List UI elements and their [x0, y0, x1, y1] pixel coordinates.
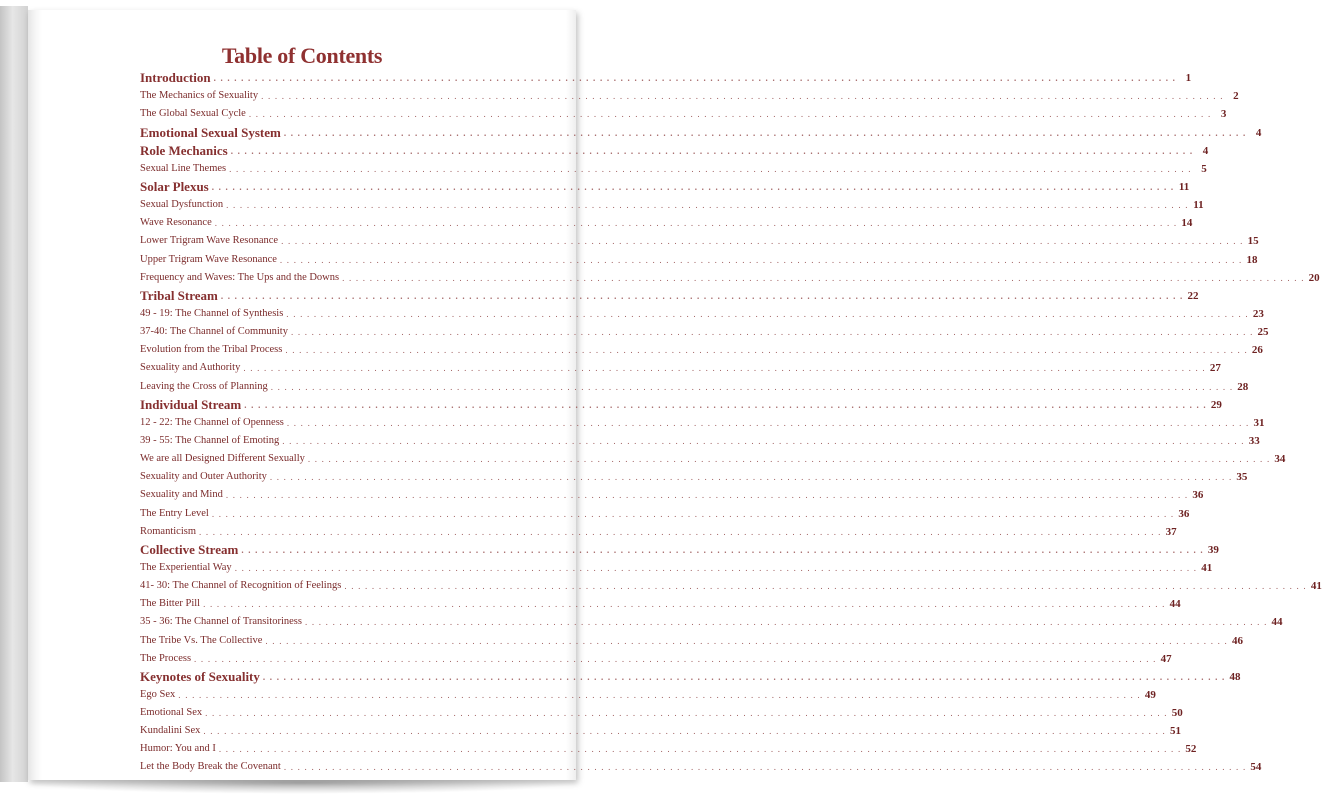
- toc-entry: [140, 303, 1264, 321]
- toc-entry-label: Leaving the Cross of Planning: [140, 380, 268, 392]
- toc-entry-page-number: 34: [1274, 453, 1286, 466]
- toc-entry-page-number: 22: [1187, 289, 1199, 302]
- toc-entry-page-number: 44: [1169, 598, 1181, 611]
- dot-leader: . . . . . . . . . . . . . . . . . . . . . . . . . . . . . . . . . . . . . . . . . . . . . . . . . . . . . . . . . . . . . . . . . . . . . . . . . . . . . . . . . . . . . . . . . . . . . . . . . . . . . . . . . . . . . . . . . . . . . . . . . . . . . . . . . . . . . . . . . . . .: [285, 345, 1248, 356]
- dot-leader: . . . . . . . . . . . . . . . . . . . . . . . . . . . . . . . . . . . . . . . . . . . . . . . . . . . . . . . . . . . . . . . . . . . . . . . . . . . . . . . . . . . . . . . . . . . . . . . . . . . . . . . . . . . . . . . . . . . . . . . . . . . . . . . . . . . . . . . . . . . .: [286, 417, 1250, 428]
- toc-entry-page-number: 4: [1202, 144, 1209, 157]
- toc-entry: [140, 539, 1219, 557]
- toc-entry-page-number: 4: [1255, 126, 1262, 139]
- previous-page-edge: [0, 6, 28, 782]
- dot-leader: . . . . . . . . . . . . . . . . . . . . . . . . . . . . . . . . . . . . . . . . . . . . . . . . . . . . . . . . . . . . . . . . . . . . . . . . . . . . . . . . . . . . . . . . . . . . . . . . . . . . . . . . . . . . . . . . . . . . . . . . . . . . . . . . . . . . . . . . . . . .: [282, 435, 1245, 446]
- dot-leader: . . . . . . . . . . . . . . . . . . . . . . . . . . . . . . . . . . . . . . . . . . . . . . . . . . . . . . . . . . . . . . . . . . . . . . . . . . . . . . . . . . . . . . . . . . . . . . . . . . . . . . . . . . . . . . . . . . . . . . . . . . . . . . . . . . . . . . . . . . . .: [265, 635, 1228, 646]
- toc-list: [140, 67, 1322, 774]
- dot-leader: . . . . . . . . . . . . . . . . . . . . . . . . . . . . . . . . . . . . . . . . . . . . . . . . . . . . . . . . . . . . . . . . . . . . . . . . . . . . . . . . . . . . . . . . . . . . . . . . . . . . . . . . . . . . . . . . . . . . . . . . . . . . . . . . . . . . . . . . . . . .: [290, 327, 1254, 338]
- dot-leader: . . . . . . . . . . . . . . . . . . . . . . . . . . . . . . . . . . . . . . . . . . . . . . . . . . . . . . . . . . . . . . . . . . . . . . . . . . . . . . . . . . . . . . . . . . . . . . . . . . . . . . . . . . . . . . . . . . . . . . . . . . . . . . . . . . . . . . . . . . . .: [226, 200, 1189, 211]
- dot-leader: . . . . . . . . . . . . . . . . . . . . . . . . . . . . . . . . . . . . . . . . . . . . . . . . . . . . . . . . . . . . . . . . . . . . . . . . . . . . . . . . . . . . . . . . . . . . . . . . . . . . . . . . . . . . . . . . . . . . . . . . . . . . . . . . . . . . . . . . . . . .: [214, 218, 1178, 229]
- toc-entry-label: Collective Stream: [140, 541, 239, 557]
- toc-entry-label: 39 - 55: The Channel of Emoting: [140, 434, 280, 446]
- dot-leader: . . . . . . . . . . . . . . . . . . . . . . . . . . . . . . . . . . . . . . . . . . . . . . . . . . . . . . . . . . . . . . . . . . . . . . . . . . . . . . . . . . . . . . . . . . . . . . . . . . . . . . . . . . . . . . . . . . . . . . . . . . . . . . . . . . . . . . . . . . . .: [262, 671, 1226, 682]
- dot-leader: . . . . . . . . . . . . . . . . . . . . . . . . . . . . . . . . . . . . . . . . . . . . . . . . . . . . . . . . . . . . . . . . . . . . . . . . . . . . . . . . . . . . . . . . . . . . . . . . . . . . . . . . . . . . . . . . . . . . . . . . . . . . . . . . . . . . . . . . . . . .: [283, 762, 1247, 773]
- dot-leader: . . . . . . . . . . . . . . . . . . . . . . . . . . . . . . . . . . . . . . . . . . . . . . . . . . . . . . . . . . . . . . . . . . . . . . . . . . . . . . . . . . . . . . . . . . . . . . . . . . . . . . . . . . . . . . . . . . . . . . . . . . . . . . . . . . . . . . . . . . . .: [243, 363, 1206, 374]
- toc-entry: [140, 611, 1283, 629]
- dot-leader: . . . . . . . . . . . . . . . . . . . . . . . . . . . . . . . . . . . . . . . . . . . . . . . . . . . . . . . . . . . . . . . . . . . . . . . . . . . . . . . . . . . . . . . . . . . . . . . . . . . . . . . . . . . . . . . . . . . . . . . . . . . . . . . . . . . . . . . . . . . .: [344, 581, 1307, 592]
- toc-entry: [140, 321, 1269, 339]
- dot-leader: . . . . . . . . . . . . . . . . . . . . . . . . . . . . . . . . . . . . . . . . . . . . . . . . . . . . . . . . . . . . . . . . . . . . . . . . . . . . . . . . . . . . . . . . . . . . . . . . . . . . . . . . . . . . . . . . . . . . . . . . . . . . . . . . . . . . . . . . . . . .: [342, 272, 1305, 283]
- dot-leader: . . . . . . . . . . . . . . . . . . . . . . . . . . . . . . . . . . . . . . . . . . . . . . . . . . . . . . . . . . . . . . . . . . . . . . . . . . . . . . . . . . . . . . . . . . . . . . . . . . . . . . . . . . . . . . . . . . . . . . . . . . . . . . . . . . . . . . . . . . . .: [234, 562, 1198, 573]
- toc-entry: [140, 521, 1177, 539]
- toc-entry: [140, 121, 1262, 140]
- toc-entry-label: Emotional Sex: [140, 707, 203, 719]
- toc-entry-page-number: 35: [1236, 471, 1248, 484]
- dot-leader: . . . . . . . . . . . . . . . . . . . . . . . . . . . . . . . . . . . . . . . . . . . . . . . . . . . . . . . . . . . . . . . . . . . . . . . . . . . . . . . . . . . . . . . . . . . . . . . . . . . . . . . . . . . . . . . . . . . . . . . . . . . . . . . . . . . . . . . . . . . .: [283, 127, 1247, 138]
- dot-leader: . . . . . . . . . . . . . . . . . . . . . . . . . . . . . . . . . . . . . . . . . . . . . . . . . . . . . . . . . . . . . . . . . . . . . . . . . . . . . . . . . . . . . . . . . . . . . . . . . . . . . . . . . . . . . . . . . . . . . . . . . . . . . . . . . . . . . . . . . . . .: [279, 254, 1243, 265]
- toc-entry-page-number: 28: [1237, 380, 1249, 393]
- toc-entry: [140, 648, 1172, 666]
- dot-leader: . . . . . . . . . . . . . . . . . . . . . . . . . . . . . . . . . . . . . . . . . . . . . . . . . . . . . . . . . . . . . . . . . . . . . . . . . . . . . . . . . . . . . . . . . . . . . . . . . . . . . . . . . . . . . . . . . . . . . . . . . . . . . . . . . . . . . . . . . . . .: [286, 308, 1249, 319]
- toc-entry-label: 37-40: The Channel of Community: [140, 326, 288, 338]
- toc-entry-page-number: 1: [1185, 72, 1192, 85]
- dot-leader: . . . . . . . . . . . . . . . . . . . . . . . . . . . . . . . . . . . . . . . . . . . . . . . . . . . . . . . . . . . . . . . . . . . . . . . . . . . . . . . . . . . . . . . . . . . . . . . . . . . . . . . . . . . . . . . . . . . . . . . . . . . . . . . . . . . . . . . . . . . .: [203, 599, 1166, 610]
- dot-leader: . . . . . . . . . . . . . . . . . . . . . . . . . . . . . . . . . . . . . . . . . . . . . . . . . . . . . . . . . . . . . . . . . . . . . . . . . . . . . . . . . . . . . . . . . . . . . . . . . . . . . . . . . . . . . . . . . . . . . . . . . . . . . . . . . . . . . . . . . . . .: [244, 399, 1207, 410]
- toc-entry-page-number: 20: [1308, 271, 1320, 284]
- toc-entry-label: Keynotes of Sexuality: [140, 668, 260, 684]
- toc-entry-page-number: 41: [1201, 561, 1213, 574]
- toc-entry-label: Tribal Stream: [140, 287, 218, 303]
- dot-leader: . . . . . . . . . . . . . . . . . . . . . . . . . . . . . . . . . . . . . . . . . . . . . . . . . . . . . . . . . . . . . . . . . . . . . . . . . . . . . . . . . . . . . . . . . . . . . . . . . . . . . . . . . . . . . . . . . . . . . . . . . . . . . . . . . . . . . . . . . . . .: [211, 181, 1175, 192]
- dot-leader: . . . . . . . . . . . . . . . . . . . . . . . . . . . . . . . . . . . . . . . . . . . . . . . . . . . . . . . . . . . . . . . . . . . . . . . . . . . . . . . . . . . . . . . . . . . . . . . . . . . . . . . . . . . . . . . . . . . . . . . . . . . . . . . . . . . . . . . . . . . .: [270, 381, 1234, 392]
- toc-entry-page-number: 25: [1257, 326, 1269, 339]
- toc-entry-page-number: 46: [1231, 634, 1243, 647]
- toc-entry-page-number: 15: [1247, 235, 1259, 248]
- dot-leader: . . . . . . . . . . . . . . . . . . . . . . . . . . . . . . . . . . . . . . . . . . . . . . . . . . . . . . . . . . . . . . . . . . . . . . . . . . . . . . . . . . . . . . . . . . . . . . . . . . . . . . . . . . . . . . . . . . . . . . . . . . . . . . . . . . . . . . . . . . . .: [213, 73, 1177, 84]
- toc-entry-page-number: 50: [1171, 707, 1183, 720]
- toc-entry: [140, 158, 1207, 176]
- toc-entry: [140, 702, 1183, 720]
- toc-entry: [140, 357, 1221, 375]
- toc-entry: [140, 484, 1204, 502]
- toc-entry-page-number: 41: [1310, 580, 1322, 593]
- book-page: [28, 10, 1322, 780]
- toc-entry-label: Lower Trigram Wave Resonance: [140, 235, 279, 247]
- dot-leader: . . . . . . . . . . . . . . . . . . . . . . . . . . . . . . . . . . . . . . . . . . . . . . . . . . . . . . . . . . . . . . . . . . . . . . . . . . . . . . . . . . . . . . . . . . . . . . . . . . . . . . . . . . . . . . . . . . . . . . . . . . . . . . . . . . . . . . . . . . . .: [218, 744, 1182, 755]
- dot-leader: . . . . . . . . . . . . . . . . . . . . . . . . . . . . . . . . . . . . . . . . . . . . . . . . . . . . . . . . . . . . . . . . . . . . . . . . . . . . . . . . . . . . . . . . . . . . . . . . . . . . . . . . . . . . . . . . . . . . . . . . . . . . . . . . . . . . . . . . . . . .: [203, 726, 1166, 737]
- toc-entry-page-number: 31: [1253, 416, 1265, 429]
- toc-entry: [140, 285, 1199, 303]
- dot-leader: . . . . . . . . . . . . . . . . . . . . . . . . . . . . . . . . . . . . . . . . . . . . . . . . . . . . . . . . . . . . . . . . . . . . . . . . . . . . . . . . . . . . . . . . . . . . . . . . . . . . . . . . . . . . . . . . . . . . . . . . . . . . . . . . . . . . . . . . . . . .: [230, 145, 1194, 156]
- dot-leader: . . . . . . . . . . . . . . . . . . . . . . . . . . . . . . . . . . . . . . . . . . . . . . . . . . . . . . . . . . . . . . . . . . . . . . . . . . . . . . . . . . . . . . . . . . . . . . . . . . . . . . . . . . . . . . . . . . . . . . . . . . . . . . . . . . . . . . . . . . . .: [194, 653, 1157, 664]
- toc-entry-label: The Mechanics of Sexuality: [140, 90, 259, 102]
- toc-entry: [140, 212, 1193, 230]
- toc-entry: [140, 575, 1322, 593]
- dot-leader: . . . . . . . . . . . . . . . . . . . . . . . . . . . . . . . . . . . . . . . . . . . . . . . . . . . . . . . . . . . . . . . . . . . . . . . . . . . . . . . . . . . . . . . . . . . . . . . . . . . . . . . . . . . . . . . . . . . . . . . . . . . . . . . . . . . . . . . . . . . .: [205, 708, 1168, 719]
- toc-entry-page-number: 11: [1178, 180, 1190, 193]
- toc-entry-page-number: 44: [1271, 616, 1283, 629]
- toc-entry-label: 49 - 19: The Channel of Synthesis: [140, 307, 284, 319]
- toc-entry-label: The Entry Level: [140, 507, 209, 519]
- page-title: Table of Contents: [221, 43, 383, 68]
- toc-entry-page-number: 5: [1201, 162, 1207, 175]
- toc-entry-page-number: 54: [1250, 761, 1262, 774]
- toc-entry: [140, 140, 1209, 158]
- toc-entry-label: Introduction: [140, 70, 211, 86]
- toc-entry-label: Individual Stream: [140, 396, 242, 412]
- dot-leader: . . . . . . . . . . . . . . . . . . . . . . . . . . . . . . . . . . . . . . . . . . . . . . . . . . . . . . . . . . . . . . . . . . . . . . . . . . . . . . . . . . . . . . . . . . . . . . . . . . . . . . . . . . . . . . . . . . . . . . . . . . . . . . . . . . . . . . . . . . . .: [220, 290, 1184, 301]
- dot-leader: . . . . . . . . . . . . . . . . . . . . . . . . . . . . . . . . . . . . . . . . . . . . . . . . . . . . . . . . . . . . . . . . . . . . . . . . . . . . . . . . . . . . . . . . . . . . . . . . . . . . . . . . . . . . . . . . . . . . . . . . . . . . . . . . . . . . . . . . . . . .: [178, 689, 1141, 700]
- toc-entry-label: 12 - 22: The Channel of Openness: [140, 416, 284, 428]
- toc-entry: [140, 666, 1241, 684]
- toc-entry: [140, 85, 1239, 103]
- dot-leader: . . . . . . . . . . . . . . . . . . . . . . . . . . . . . . . . . . . . . . . . . . . . . . . . . . . . . . . . . . . . . . . . . . . . . . . . . . . . . . . . . . . . . . . . . . . . . . . . . . . . . . . . . . . . . . . . . . . . . . . . . . . . . . . . . . . . . . . . . . . .: [211, 508, 1175, 519]
- toc-entry-label: 35 - 36: The Channel of Transitoriness: [140, 616, 302, 628]
- toc-entry-label: Emotional Sexual System: [140, 124, 281, 140]
- toc-entry-page-number: 39: [1207, 543, 1219, 556]
- toc-entry-page-number: 27: [1209, 362, 1221, 375]
- toc-entry: [140, 738, 1197, 756]
- toc-entry-label: Frequency and Waves: The Ups and the Downs: [140, 271, 340, 283]
- toc-entry: [140, 375, 1249, 393]
- toc-entry-label: Role Mechanics: [140, 142, 228, 158]
- toc-entry: [140, 629, 1243, 647]
- toc-entry-label: Sexual Line Themes: [140, 162, 227, 174]
- toc-entry-page-number: 2: [1233, 90, 1239, 103]
- toc-entry: [140, 557, 1213, 575]
- toc-entry-page-number: 37: [1165, 525, 1177, 538]
- toc-entry-label: Sexuality and Mind: [140, 489, 223, 501]
- toc-entry: [140, 466, 1248, 484]
- toc-entry-label: Ego Sex: [140, 688, 176, 700]
- toc-entry-label: The Process: [140, 652, 192, 664]
- dot-leader: . . . . . . . . . . . . . . . . . . . . . . . . . . . . . . . . . . . . . . . . . . . . . . . . . . . . . . . . . . . . . . . . . . . . . . . . . . . . . . . . . . . . . . . . . . . . . . . . . . . . . . . . . . . . . . . . . . . . . . . . . . . . . . . . . . . . . . . . . . . .: [199, 526, 1162, 537]
- toc-entry-label: Kundalini Sex: [140, 725, 201, 737]
- toc-entry-page-number: 48: [1229, 670, 1241, 683]
- toc-entry: [140, 756, 1262, 774]
- toc-entry-label: Solar Plexus: [140, 178, 209, 194]
- toc-entry: [140, 448, 1286, 466]
- toc-entry-label: Wave Resonance: [140, 217, 212, 229]
- toc-entry: [140, 67, 1192, 86]
- dot-leader: . . . . . . . . . . . . . . . . . . . . . . . . . . . . . . . . . . . . . . . . . . . . . . . . . . . . . . . . . . . . . . . . . . . . . . . . . . . . . . . . . . . . . . . . . . . . . . . . . . . . . . . . . . . . . . . . . . . . . . . . . . . . . . . . . . . . . . . . . . . .: [225, 490, 1189, 501]
- toc-entry-page-number: 29: [1210, 398, 1222, 411]
- dot-leader: . . . . . . . . . . . . . . . . . . . . . . . . . . . . . . . . . . . . . . . . . . . . . . . . . . . . . . . . . . . . . . . . . . . . . . . . . . . . . . . . . . . . . . . . . . . . . . . . . . . . . . . . . . . . . . . . . . . . . . . . . . . . . . . . . . . . . . . . . . . .: [261, 91, 1224, 102]
- dot-leader: . . . . . . . . . . . . . . . . . . . . . . . . . . . . . . . . . . . . . . . . . . . . . . . . . . . . . . . . . . . . . . . . . . . . . . . . . . . . . . . . . . . . . . . . . . . . . . . . . . . . . . . . . . . . . . . . . . . . . . . . . . . . . . . . . . . . . . . . . . . .: [248, 109, 1212, 120]
- toc-entry-page-number: 14: [1181, 217, 1193, 230]
- toc-entry-label: The Tribe Vs. The Collective: [140, 634, 263, 646]
- toc-entry-label: 41- 30: The Channel of Recognition of Feelings: [140, 580, 342, 592]
- toc-entry-page-number: 52: [1185, 743, 1197, 756]
- toc-entry-label: The Global Sexual Cycle: [140, 108, 246, 120]
- toc-entry: [140, 230, 1259, 248]
- toc-entry: [140, 248, 1258, 266]
- toc-entry-label: The Bitter Pill: [140, 598, 201, 610]
- toc-entry-page-number: 23: [1252, 307, 1264, 320]
- toc-entry-page-number: 3: [1220, 108, 1227, 121]
- toc-entry-label: Let the Body Break the Covenant: [140, 761, 281, 773]
- toc-entry-label: We are all Designed Different Sexually: [140, 453, 305, 465]
- dot-leader: . . . . . . . . . . . . . . . . . . . . . . . . . . . . . . . . . . . . . . . . . . . . . . . . . . . . . . . . . . . . . . . . . . . . . . . . . . . . . . . . . . . . . . . . . . . . . . . . . . . . . . . . . . . . . . . . . . . . . . . . . . . . . . . . . . . . . . . . . . . .: [281, 236, 1244, 247]
- toc-entry-page-number: 47: [1160, 652, 1172, 665]
- toc-entry-label: Evolution from the Tribal Process: [140, 344, 283, 356]
- toc-entry-label: The Experiential Way: [140, 561, 232, 573]
- dot-leader: . . . . . . . . . . . . . . . . . . . . . . . . . . . . . . . . . . . . . . . . . . . . . . . . . . . . . . . . . . . . . . . . . . . . . . . . . . . . . . . . . . . . . . . . . . . . . . . . . . . . . . . . . . . . . . . . . . . . . . . . . . . . . . . . . . . . . . . . . . . .: [304, 617, 1268, 628]
- dot-leader: . . . . . . . . . . . . . . . . . . . . . . . . . . . . . . . . . . . . . . . . . . . . . . . . . . . . . . . . . . . . . . . . . . . . . . . . . . . . . . . . . . . . . . . . . . . . . . . . . . . . . . . . . . . . . . . . . . . . . . . . . . . . . . . . . . . . . . . . . . . .: [307, 454, 1271, 465]
- toc-entry-label: Humor: You and I: [140, 743, 216, 755]
- toc-entry: [140, 593, 1181, 611]
- toc-entry-label: Sexuality and Authority: [140, 362, 241, 374]
- toc-entry: [140, 267, 1320, 285]
- toc-entry-label: Upper Trigram Wave Resonance: [140, 253, 277, 265]
- toc-entry: [140, 720, 1181, 738]
- toc-entry: [140, 502, 1190, 520]
- dot-leader: . . . . . . . . . . . . . . . . . . . . . . . . . . . . . . . . . . . . . . . . . . . . . . . . . . . . . . . . . . . . . . . . . . . . . . . . . . . . . . . . . . . . . . . . . . . . . . . . . . . . . . . . . . . . . . . . . . . . . . . . . . . . . . . . . . . . . . . . . . . .: [241, 544, 1204, 555]
- toc-entry: [140, 103, 1227, 121]
- toc-entry-page-number: 36: [1178, 507, 1190, 520]
- toc-entry: [140, 430, 1260, 448]
- toc-entry: [140, 684, 1156, 702]
- toc-entry: [140, 194, 1204, 212]
- toc-entry-page-number: 36: [1192, 489, 1204, 502]
- toc-entry-page-number: 18: [1246, 253, 1258, 266]
- toc-entry-page-number: 11: [1193, 199, 1204, 212]
- dot-leader: . . . . . . . . . . . . . . . . . . . . . . . . . . . . . . . . . . . . . . . . . . . . . . . . . . . . . . . . . . . . . . . . . . . . . . . . . . . . . . . . . . . . . . . . . . . . . . . . . . . . . . . . . . . . . . . . . . . . . . . . . . . . . . . . . . . . . . . . . . . .: [269, 472, 1233, 483]
- toc-entry-label: Romanticism: [140, 525, 196, 537]
- toc-entry-label: Sexual Dysfunction: [140, 199, 224, 211]
- toc-entry-page-number: 49: [1144, 688, 1156, 701]
- toc-entry-label: Sexuality and Outer Authority: [140, 471, 267, 483]
- toc-entry-page-number: 26: [1251, 344, 1263, 357]
- toc-entry: [140, 176, 1190, 194]
- toc-entry: [140, 412, 1265, 430]
- toc-entry-page-number: 51: [1169, 725, 1181, 738]
- toc-entry: [140, 339, 1263, 357]
- toc-entry-page-number: 33: [1248, 434, 1260, 447]
- dot-leader: . . . . . . . . . . . . . . . . . . . . . . . . . . . . . . . . . . . . . . . . . . . . . . . . . . . . . . . . . . . . . . . . . . . . . . . . . . . . . . . . . . . . . . . . . . . . . . . . . . . . . . . . . . . . . . . . . . . . . . . . . . . . . . . . . . . . . . . . . . . .: [229, 163, 1192, 174]
- toc-entry: [140, 394, 1222, 412]
